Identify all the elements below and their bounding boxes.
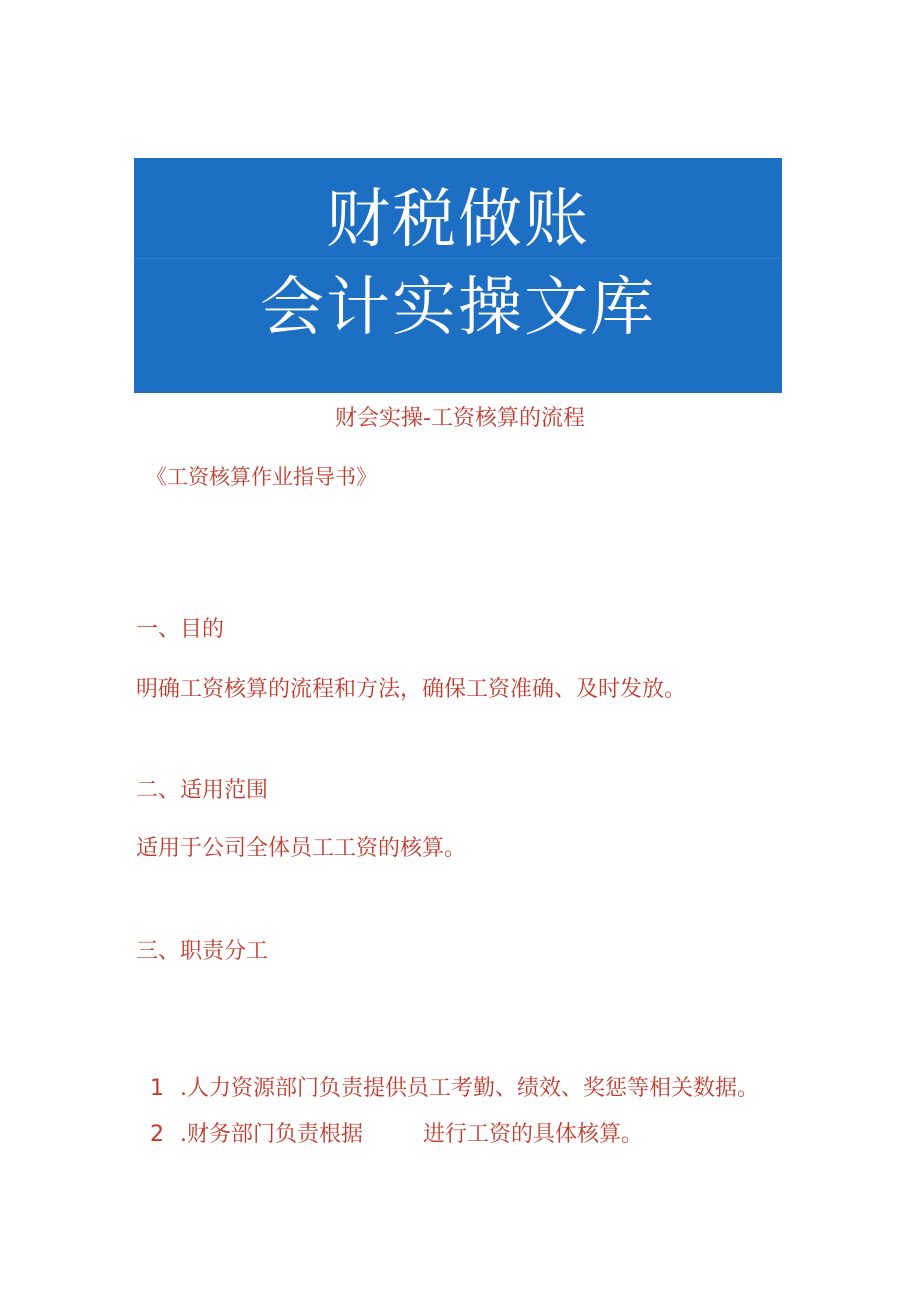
banner-divider — [134, 258, 782, 259]
section-body-purpose: 明确工资核算的流程和方法，确保工资准确、及时发放。 — [136, 677, 687, 702]
list-item-text: .人力资源部门负责提供员工考勤、绩效、奖惩等相关数据。 — [180, 1076, 759, 1101]
list-item — [136, 1087, 643, 1151]
document-subtitle: 财会实操-工资核算的流程 — [335, 406, 585, 431]
list-item-text-part2: 进行工资的具体核算。 — [423, 1122, 644, 1147]
title-banner — [134, 158, 782, 393]
section-heading-scope: 二、适用范围 — [136, 778, 269, 803]
banner-title-line1: 财税做账 — [326, 183, 590, 257]
section-heading-responsibilities: 三、职责分工 — [136, 939, 269, 964]
list-item-text-part1: .财务部门负责根据 — [180, 1122, 363, 1147]
section-body-scope: 适用于公司全体员工工资的核算。 — [136, 836, 467, 861]
document-title: 《工资核算作业指导书》 — [146, 465, 377, 489]
list-item-number: 1 — [150, 1076, 164, 1101]
banner-title-line2: 会计实操文库 — [260, 271, 656, 345]
list-item-number: 2 — [150, 1122, 164, 1147]
section-heading-purpose: 一、目的 — [136, 617, 225, 642]
